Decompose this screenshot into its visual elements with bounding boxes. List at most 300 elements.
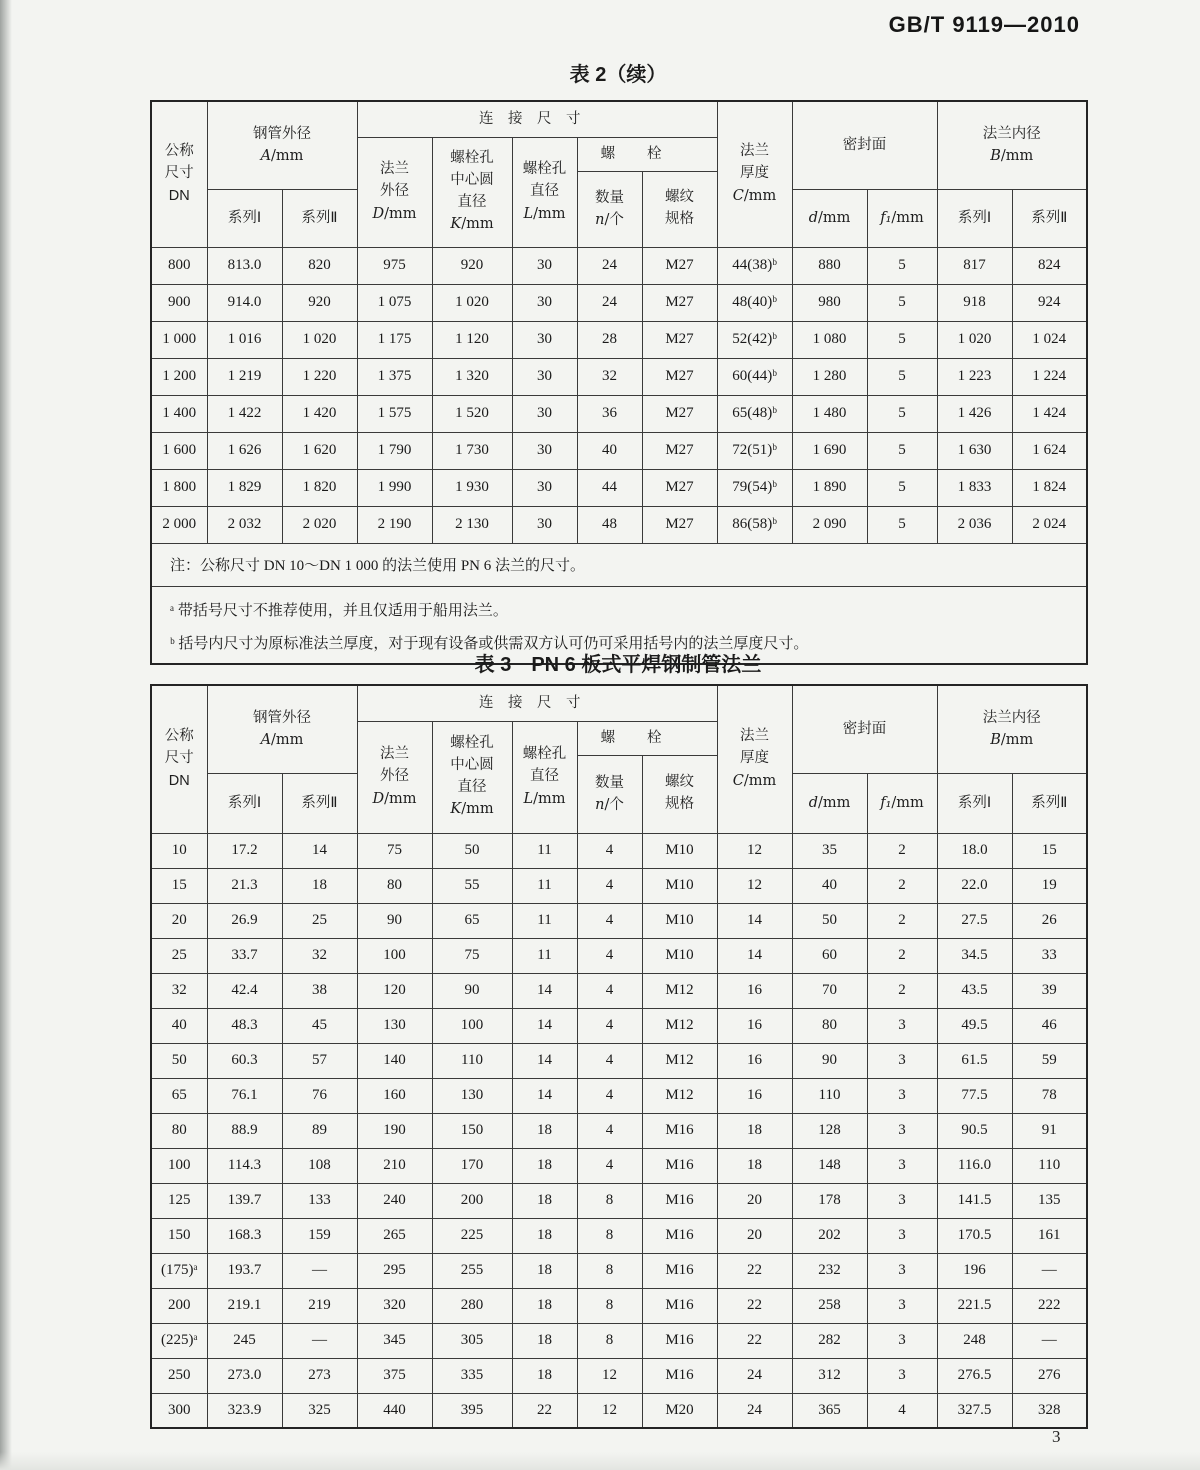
table-cell: 20	[717, 1183, 792, 1218]
col-header-connection-dimensions: 连接尺寸	[357, 685, 717, 721]
table-cell: 1 375	[357, 358, 432, 395]
table-cell: M16	[642, 1113, 717, 1148]
table-cell: 114.3	[207, 1148, 282, 1183]
table-cell: 26.9	[207, 903, 282, 938]
table-cell: 24	[717, 1358, 792, 1393]
table-cell: 50	[432, 833, 512, 868]
bolt-qty-unit: /个	[604, 797, 624, 813]
table-row	[151, 1393, 1087, 1428]
table-cell: 1 424	[1012, 395, 1087, 432]
table-cell: 15	[1012, 833, 1087, 868]
footnote-a: ᵃ 带括号尺寸不推荐使用，并且仅适用于船用法兰。	[170, 602, 508, 619]
table-cell: 282	[792, 1323, 867, 1358]
col-header-flange-od	[357, 721, 432, 833]
seal-f1-symbol: f₁	[880, 209, 892, 226]
table-cell: 18	[717, 1148, 792, 1183]
table-cell: 1 890	[792, 469, 867, 506]
table-cell: 820	[282, 247, 357, 284]
table-cell: 1 280	[792, 358, 867, 395]
table-cell: M10	[642, 903, 717, 938]
table-cell: 24	[717, 1393, 792, 1428]
table-cell: 2 000	[151, 506, 207, 543]
table-cell: 8	[577, 1288, 642, 1323]
col-header-series1-b: 系列Ⅰ	[937, 773, 1012, 833]
table-cell: 1 175	[357, 321, 432, 358]
col-header-bolt-qty	[577, 171, 642, 247]
table-cell: 2 032	[207, 506, 282, 543]
table-cell: 25	[151, 938, 207, 973]
col-header-series1-a: 系列Ⅰ	[207, 773, 282, 833]
flange-od-label: 法兰外径	[379, 161, 409, 199]
table-cell: 3	[867, 1008, 937, 1043]
table-cell: 4	[577, 1043, 642, 1078]
table-cell: 800	[151, 247, 207, 284]
table-cell: 245	[207, 1323, 282, 1358]
table-cell: 3	[867, 1253, 937, 1288]
table-cell: 90	[792, 1043, 867, 1078]
table-cell: M16	[642, 1218, 717, 1253]
table-cell: 14	[282, 833, 357, 868]
table-cell: 219.1	[207, 1288, 282, 1323]
table-cell: 4	[867, 1393, 937, 1428]
table-cell: 232	[792, 1253, 867, 1288]
table-cell: 2 024	[1012, 506, 1087, 543]
table-cell: 32	[151, 973, 207, 1008]
flange-od-unit: /mm	[384, 205, 417, 222]
table3-pn6-plate-flange-dimensions	[150, 684, 1088, 1429]
table-cell: 1 520	[432, 395, 512, 432]
table-cell: M16	[642, 1148, 717, 1183]
flange-od-symbol: D	[372, 790, 385, 807]
table-row	[151, 284, 1087, 321]
table-cell: 2 090	[792, 506, 867, 543]
table-cell: 40	[151, 1008, 207, 1043]
bolt-hole-label: 螺栓孔直径	[522, 746, 567, 784]
table-cell: 5	[867, 432, 937, 469]
table2-notes	[151, 543, 1087, 664]
col-header-pipe-od	[207, 101, 357, 189]
col-header-flange-od	[357, 137, 432, 247]
bolt-qty-label: 数量	[595, 774, 624, 791]
table-cell: 15	[151, 868, 207, 903]
table-cell: (175)ᵃ	[151, 1253, 207, 1288]
table-cell: 5	[867, 469, 937, 506]
table-cell: 1 820	[282, 469, 357, 506]
table-cell: 22	[717, 1323, 792, 1358]
table-cell: 18	[282, 868, 357, 903]
table-cell: 440	[357, 1393, 432, 1428]
bolt-circle-label: 螺栓孔中心圆直径	[450, 735, 494, 795]
table-cell: 2 190	[357, 506, 432, 543]
table-cell: 110	[1012, 1148, 1087, 1183]
table-cell: 18	[717, 1113, 792, 1148]
table-cell: 22	[717, 1253, 792, 1288]
col-header-bolt-circle	[432, 721, 512, 833]
table3-title: 表 3 PN 6 板式平焊钢制管法兰	[474, 654, 762, 676]
table-cell: 39	[1012, 973, 1087, 1008]
bolt-hole-unit: /mm	[533, 205, 566, 222]
table-cell: 60.3	[207, 1043, 282, 1078]
bolt-qty-symbol: n	[595, 797, 605, 813]
col-header-flange-thickness	[717, 101, 792, 247]
table-cell: 30	[512, 395, 577, 432]
table-cell: 323.9	[207, 1393, 282, 1428]
table-cell: 65(48)ᵇ	[717, 395, 792, 432]
table2-pn6-flange-dimensions-continued	[150, 100, 1088, 665]
table-cell: 161	[1012, 1218, 1087, 1253]
table-cell: 128	[792, 1113, 867, 1148]
footnote-b: ᵇ 括号内尺寸为原标准法兰厚度，对于现有设备或供需双方认可仍可采用括号内的法兰厚度尺寸。	[170, 635, 809, 652]
table-cell: 920	[432, 247, 512, 284]
table-cell: 3	[867, 1323, 937, 1358]
table-cell: 325	[282, 1393, 357, 1428]
table-cell: 18	[512, 1218, 577, 1253]
table-cell: 18	[512, 1148, 577, 1183]
table-row	[151, 1288, 1087, 1323]
table-cell: 76.1	[207, 1078, 282, 1113]
table-cell: 276.5	[937, 1358, 1012, 1393]
table-cell: 14	[512, 1008, 577, 1043]
table-cell: 4	[577, 833, 642, 868]
col-header-sealing-face: 密封面	[792, 101, 937, 189]
table-cell: 225	[432, 1218, 512, 1253]
table-cell: 22.0	[937, 868, 1012, 903]
table-cell: 18	[512, 1358, 577, 1393]
table-cell: 250	[151, 1358, 207, 1393]
table-cell: 1 120	[432, 321, 512, 358]
flange-id-unit: /mm	[1000, 732, 1034, 749]
flange-id-unit: /mm	[1000, 148, 1034, 165]
table-cell: 30	[512, 432, 577, 469]
table-cell: 78	[1012, 1078, 1087, 1113]
flange-id-label: 法兰内径	[982, 709, 1041, 726]
table-cell: 1 600	[151, 432, 207, 469]
table-cell: 45	[282, 1008, 357, 1043]
table-cell: 88.9	[207, 1113, 282, 1148]
table-cell: 1 016	[207, 321, 282, 358]
table-cell: 2 036	[937, 506, 1012, 543]
table-cell: 327.5	[937, 1393, 1012, 1428]
table-cell: 32	[282, 938, 357, 973]
col-header-bolt-qty	[577, 755, 642, 833]
table-cell: 255	[432, 1253, 512, 1288]
table-cell: 33	[1012, 938, 1087, 973]
table-cell: 18	[512, 1183, 577, 1218]
table-cell: 3	[867, 1288, 937, 1323]
table-row	[151, 469, 1087, 506]
table-row	[151, 1323, 1087, 1358]
table-cell: M27	[642, 395, 717, 432]
table-cell: 34.5	[937, 938, 1012, 973]
table-row	[151, 1148, 1087, 1183]
table-cell: 17.2	[207, 833, 282, 868]
table-cell: —	[1012, 1253, 1087, 1288]
col-header-thread-spec	[642, 171, 717, 247]
flange-od-label: 法兰外径	[379, 746, 409, 784]
table-cell: 25	[282, 903, 357, 938]
table-cell: 89	[282, 1113, 357, 1148]
table-cell: 70	[792, 973, 867, 1008]
flange-thickness-symbol: C	[732, 187, 744, 204]
table-cell: 18	[512, 1323, 577, 1358]
table-cell: 76	[282, 1078, 357, 1113]
table-cell: 65	[432, 903, 512, 938]
table-cell: 90	[432, 973, 512, 1008]
table-cell: 2	[867, 938, 937, 973]
table-cell: M12	[642, 1078, 717, 1113]
table-cell: 18.0	[937, 833, 1012, 868]
pipe-od-symbol: A	[260, 732, 272, 749]
table-cell: 2 020	[282, 506, 357, 543]
table-cell: 1 020	[282, 321, 357, 358]
table-cell: 60(44)ᵇ	[717, 358, 792, 395]
table-cell: 90.5	[937, 1113, 1012, 1148]
table-cell: 1 829	[207, 469, 282, 506]
table-cell: 148	[792, 1148, 867, 1183]
table-cell: M16	[642, 1253, 717, 1288]
table-cell: 49.5	[937, 1008, 1012, 1043]
table-cell: 48.3	[207, 1008, 282, 1043]
table-cell: 14	[717, 938, 792, 973]
table-cell: 22	[717, 1288, 792, 1323]
table-cell: 3	[867, 1078, 937, 1113]
table-cell: 30	[512, 247, 577, 284]
table-row	[151, 247, 1087, 284]
table-cell: 91	[1012, 1113, 1087, 1148]
table-cell: 12	[717, 868, 792, 903]
table-cell: 44	[577, 469, 642, 506]
table-cell: M16	[642, 1183, 717, 1218]
table-cell: 1 630	[937, 432, 1012, 469]
table-cell: 61.5	[937, 1043, 1012, 1078]
table-cell: 8	[577, 1253, 642, 1288]
flange-thickness-unit: /mm	[743, 187, 777, 204]
table-cell: M20	[642, 1393, 717, 1428]
table-row	[151, 1218, 1087, 1253]
table-cell: 320	[357, 1288, 432, 1323]
table-cell: 240	[357, 1183, 432, 1218]
col-header-series2-a: 系列Ⅱ	[282, 773, 357, 833]
table-cell: 38	[282, 973, 357, 1008]
table-cell: 11	[512, 903, 577, 938]
table-cell: 222	[1012, 1288, 1087, 1323]
pipe-od-unit: /mm	[271, 148, 304, 165]
table-row	[151, 1043, 1087, 1078]
thread-spec-label: 螺纹规格	[665, 774, 694, 812]
table-cell: 79(54)ᵇ	[717, 469, 792, 506]
table-row	[151, 1008, 1087, 1043]
table-cell: M12	[642, 973, 717, 1008]
col-header-pipe-od-label: 钢管外径	[253, 125, 311, 142]
table-cell: 46	[1012, 1008, 1087, 1043]
table-cell: 200	[151, 1288, 207, 1323]
table-cell: 280	[432, 1288, 512, 1323]
col-header-bolt-hole	[512, 721, 577, 833]
table-cell: 11	[512, 833, 577, 868]
table-cell: 26	[1012, 903, 1087, 938]
table-cell: 12	[577, 1393, 642, 1428]
table-cell: 817	[937, 247, 1012, 284]
table-cell: 258	[792, 1288, 867, 1323]
table-cell: 1 200	[151, 358, 207, 395]
table-cell: 328	[1012, 1393, 1087, 1428]
table-cell: 5	[867, 506, 937, 543]
table-cell: 72(51)ᵇ	[717, 432, 792, 469]
table-cell: 1 800	[151, 469, 207, 506]
table-row	[151, 868, 1087, 903]
table-cell: 3	[867, 1183, 937, 1218]
table-cell: M27	[642, 247, 717, 284]
table-cell: M12	[642, 1008, 717, 1043]
col-header-bolt: 螺栓	[577, 137, 717, 171]
table-cell: 11	[512, 868, 577, 903]
table-cell: 141.5	[937, 1183, 1012, 1218]
table-row	[151, 973, 1087, 1008]
table-cell: 50	[151, 1043, 207, 1078]
table-cell: M10	[642, 938, 717, 973]
table-cell: M27	[642, 284, 717, 321]
table-cell: 4	[577, 868, 642, 903]
table-cell: 18	[512, 1113, 577, 1148]
table-cell: M27	[642, 506, 717, 543]
table-cell: 75	[432, 938, 512, 973]
table-cell: M27	[642, 358, 717, 395]
col-header-bolt: 螺栓	[577, 721, 717, 755]
flange-id-symbol: B	[990, 732, 1001, 749]
table-cell: 824	[1012, 247, 1087, 284]
table-cell: 52(42)ᵇ	[717, 321, 792, 358]
table-cell: 22	[512, 1393, 577, 1428]
table-cell: 100	[357, 938, 432, 973]
bolt-circle-symbol: K	[450, 801, 462, 818]
table-cell: 178	[792, 1183, 867, 1218]
bolt-qty-symbol: n	[595, 212, 605, 228]
table2-body	[151, 247, 1087, 543]
table-cell: 900	[151, 284, 207, 321]
table-cell: 150	[151, 1218, 207, 1253]
table-cell: 30	[512, 506, 577, 543]
table-cell: 1 020	[937, 321, 1012, 358]
seal-d-symbol: d	[808, 794, 818, 811]
table-cell: 300	[151, 1393, 207, 1428]
table-cell: 1 400	[151, 395, 207, 432]
scan-bottom-shade	[0, 1452, 1200, 1470]
col-header-dn-symbol: DN	[168, 187, 190, 204]
table-cell: 200	[432, 1183, 512, 1218]
table-row	[151, 395, 1087, 432]
table-cell: 135	[1012, 1183, 1087, 1218]
col-header-thread-spec	[642, 755, 717, 833]
table-cell: (225)ᵃ	[151, 1323, 207, 1358]
table-cell: 16	[717, 1078, 792, 1113]
col-header-seal-f1	[867, 773, 937, 833]
table-cell: 1 224	[1012, 358, 1087, 395]
table-cell: 312	[792, 1358, 867, 1393]
bolt-qty-label: 数量	[595, 189, 624, 206]
table-cell: 8	[577, 1183, 642, 1218]
table-cell: 1 690	[792, 432, 867, 469]
seal-f1-unit: /mm	[891, 209, 924, 226]
col-header-flange-id	[937, 685, 1087, 773]
col-header-flange-thickness	[717, 685, 792, 833]
table-cell: 920	[282, 284, 357, 321]
table-cell: 813.0	[207, 247, 282, 284]
table-cell: 5	[867, 321, 937, 358]
table2-note: 注：公称尺寸 DN 10～DN 1 000 的法兰使用 PN 6 法兰的尺寸。	[151, 543, 1087, 586]
table-cell: 1 422	[207, 395, 282, 432]
table-cell: 12	[717, 833, 792, 868]
table-cell: 395	[432, 1393, 512, 1428]
table-cell: 80	[792, 1008, 867, 1043]
table-cell: 3	[867, 1148, 937, 1183]
table-cell: 4	[577, 1148, 642, 1183]
seal-d-unit: /mm	[817, 209, 851, 226]
table-cell: 11	[512, 938, 577, 973]
table-cell: 880	[792, 247, 867, 284]
table-cell: 35	[792, 833, 867, 868]
table-cell: 24	[577, 284, 642, 321]
bolt-circle-label: 螺栓孔中心圆直径	[450, 150, 494, 210]
table-cell: 1 626	[207, 432, 282, 469]
table-cell: 1 990	[357, 469, 432, 506]
table-cell: —	[1012, 1323, 1087, 1358]
table-cell: 1 624	[1012, 432, 1087, 469]
table-cell: 43.5	[937, 973, 1012, 1008]
table-cell: 1 220	[282, 358, 357, 395]
flange-thickness-symbol: C	[732, 772, 744, 789]
table-cell: 14	[717, 903, 792, 938]
table-cell: 170	[432, 1148, 512, 1183]
table-cell: 1 426	[937, 395, 1012, 432]
table-cell: 100	[432, 1008, 512, 1043]
table-row	[151, 432, 1087, 469]
col-header-connection-dimensions: 连接尺寸	[357, 101, 717, 137]
table-cell: 159	[282, 1218, 357, 1253]
table-cell: 40	[577, 432, 642, 469]
table-row	[151, 833, 1087, 868]
pipe-od-unit: /mm	[271, 732, 304, 749]
col-header-seal-f1	[867, 189, 937, 247]
table-cell: 168.3	[207, 1218, 282, 1253]
table-cell: 2	[867, 868, 937, 903]
table-cell: 86(58)ᵇ	[717, 506, 792, 543]
table-cell: 16	[717, 973, 792, 1008]
table-cell: 2 130	[432, 506, 512, 543]
table-cell: 1 833	[937, 469, 1012, 506]
table-cell: 20	[717, 1218, 792, 1253]
table-cell: 3	[867, 1043, 937, 1078]
scan-left-edge	[0, 0, 12, 1470]
table-cell: 130	[357, 1008, 432, 1043]
table-cell: M10	[642, 833, 717, 868]
col-header-seal-d	[792, 189, 867, 247]
table-cell: 202	[792, 1218, 867, 1253]
table-cell: 30	[512, 469, 577, 506]
col-header-dn-symbol: DN	[168, 772, 190, 789]
table-cell: 305	[432, 1323, 512, 1358]
col-header-seal-d	[792, 773, 867, 833]
table-cell: 19	[1012, 868, 1087, 903]
table-cell: 24	[577, 247, 642, 284]
table-cell: M12	[642, 1043, 717, 1078]
table-cell: 918	[937, 284, 1012, 321]
table-cell: 150	[432, 1113, 512, 1148]
table-cell: 16	[717, 1008, 792, 1043]
table-cell: 4	[577, 1008, 642, 1043]
table-cell: 59	[1012, 1043, 1087, 1078]
table-row	[151, 321, 1087, 358]
table-cell: 60	[792, 938, 867, 973]
